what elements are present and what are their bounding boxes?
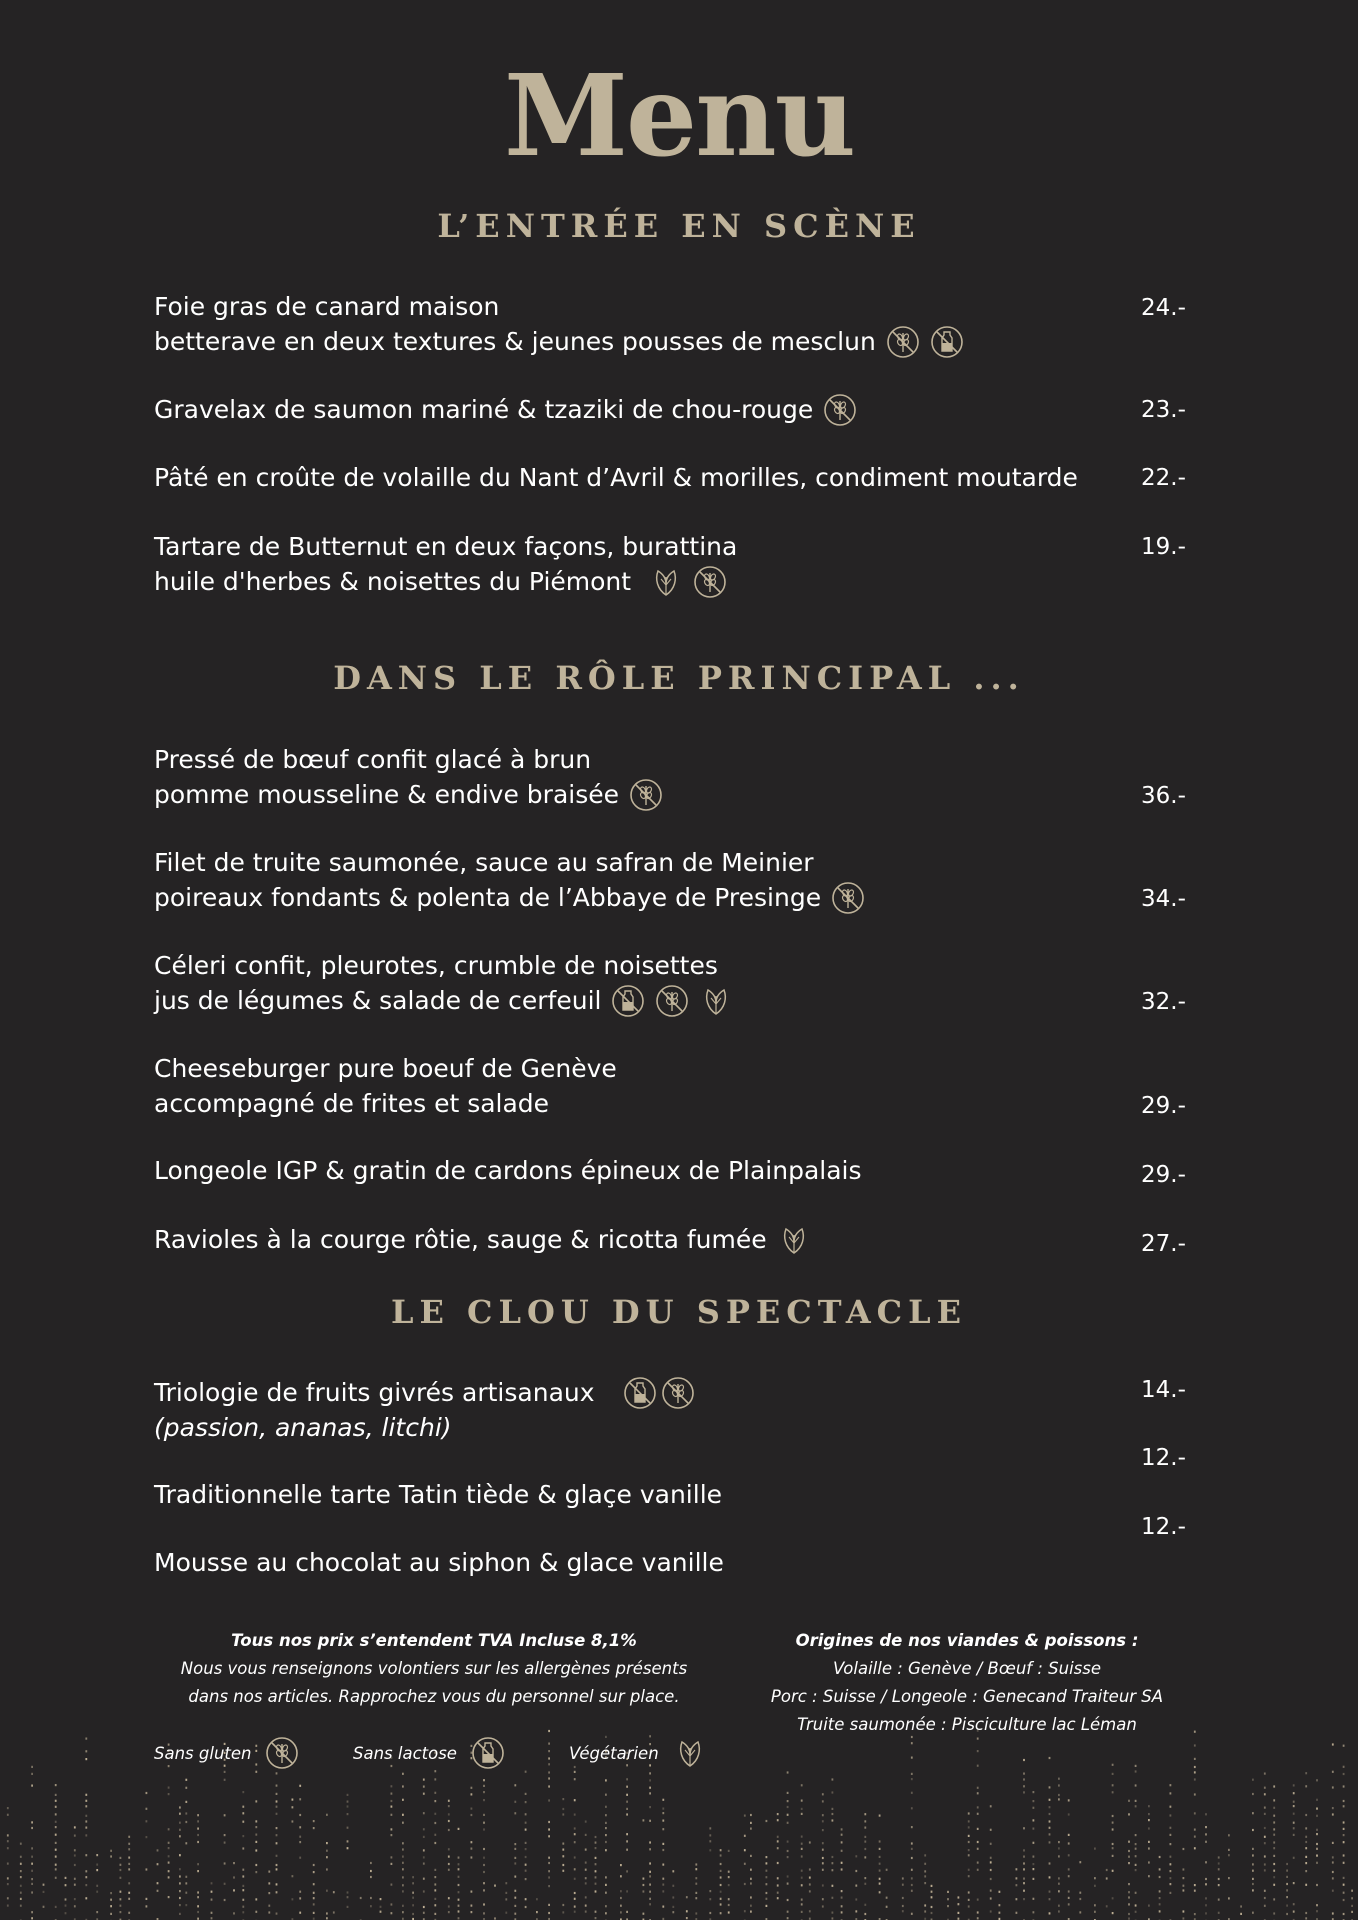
legend-vegetarian bbox=[569, 1733, 707, 1773]
dish-description: betterave en deux textures & jeunes pousses de mesclun bbox=[154, 327, 876, 356]
section-title-dessert: LE CLOU DU SPECTACLE bbox=[391, 1293, 967, 1331]
dish-name: Pressé de bœuf confit glacé à brun bbox=[154, 745, 592, 774]
wheat-crossed-icon bbox=[886, 325, 920, 359]
dish-description: poireaux fondants & polenta de l’Abbaye de Presinge bbox=[154, 883, 822, 912]
dish-name: Gravelax de saumon mariné & tzaziki de chou-rouge bbox=[154, 395, 814, 424]
dish-price: 14.- bbox=[1141, 1377, 1186, 1403]
dish-name: Foie gras de canard maison bbox=[154, 292, 500, 321]
section-title-entree: L’ENTRÉE EN SCÈNE bbox=[437, 207, 921, 245]
section-title-principal: DANS LE RÔLE PRINCIPAL ... bbox=[333, 659, 1025, 697]
wheat-crossed-icon bbox=[823, 393, 857, 427]
menu-item bbox=[154, 742, 1204, 812]
dish-price: 29.- bbox=[1141, 1093, 1186, 1119]
menu-item bbox=[154, 1477, 1204, 1512]
dish-name: Cheeseburger pure boeuf de Genève bbox=[154, 1054, 617, 1083]
vat-note: Tous nos prix s’entendent TVA Incluse 8,1% bbox=[231, 1631, 637, 1650]
menu-item bbox=[154, 1222, 1204, 1257]
dish-name: Triologie de fruits givrés artisanaux bbox=[154, 1378, 595, 1407]
dish-name: Céleri confit, pleurotes, crumble de noisettes bbox=[154, 951, 718, 980]
wheat-crossed-icon bbox=[629, 778, 663, 812]
leaf-icon bbox=[649, 565, 683, 599]
dish-price: 12.- bbox=[1141, 1514, 1186, 1540]
legend-lactose-free bbox=[353, 1733, 505, 1773]
legend-label: Sans lactose bbox=[353, 1743, 457, 1763]
menu-item bbox=[154, 1375, 1204, 1445]
legend-label: Végétarien bbox=[569, 1743, 659, 1763]
menu-item bbox=[154, 392, 1204, 427]
menu-item bbox=[154, 1545, 1204, 1580]
milk-bottle-crossed-icon bbox=[623, 1376, 657, 1410]
legend-label: Sans gluten bbox=[154, 1743, 252, 1763]
wheat-crossed-icon bbox=[655, 984, 689, 1018]
leaf-icon bbox=[777, 1223, 811, 1257]
allergen-note: dans nos articles. Rapprochez vous du personnel sur place. bbox=[188, 1687, 680, 1706]
dish-price: 19.- bbox=[1141, 534, 1186, 560]
dish-price: 29.- bbox=[1141, 1162, 1186, 1188]
menu-item bbox=[154, 1051, 1204, 1121]
menu-item bbox=[154, 1153, 1204, 1188]
footer-info bbox=[154, 1627, 714, 1711]
wheat-crossed-icon bbox=[693, 565, 727, 599]
dish-name: Mousse au chocolat au siphon & glace vanille bbox=[154, 1548, 724, 1577]
dish-description: huile d'herbes & noisettes du Piémont bbox=[154, 567, 632, 596]
dish-description: jus de légumes & salade de cerfeuil bbox=[154, 986, 602, 1015]
dish-description: accompagné de frites et salade bbox=[154, 1089, 550, 1118]
milk-bottle-crossed-icon bbox=[930, 325, 964, 359]
dish-description: pomme mousseline & endive braisée bbox=[154, 780, 619, 809]
legend-gluten-free bbox=[154, 1733, 299, 1773]
page-title: Menu bbox=[503, 51, 855, 182]
menu-item bbox=[154, 948, 1204, 1018]
dish-name: Pâté en croûte de volaille du Nant d’Avril & morilles, condiment moutarde bbox=[154, 463, 1078, 492]
menu-item bbox=[154, 460, 1204, 495]
dish-price: 36.- bbox=[1141, 783, 1186, 809]
menu-item bbox=[154, 289, 1204, 359]
allergen-note: Nous vous renseignons volontiers sur les allergènes présents bbox=[180, 1659, 688, 1678]
dish-price: 22.- bbox=[1141, 465, 1186, 491]
dish-price: 12.- bbox=[1141, 1445, 1186, 1471]
menu-item bbox=[154, 845, 1204, 915]
dish-name: Traditionnelle tarte Tatin tiède & glaçe vanille bbox=[154, 1480, 723, 1509]
wheat-crossed-icon bbox=[265, 1736, 299, 1770]
milk-bottle-crossed-icon bbox=[471, 1736, 505, 1770]
dish-name: Filet de truite saumonée, sauce au safran de Meinier bbox=[154, 848, 814, 877]
dish-name: Tartare de Butternut en deux façons, burattina bbox=[154, 532, 738, 561]
dish-price: 24.- bbox=[1141, 295, 1186, 321]
leaf-icon bbox=[673, 1736, 707, 1770]
origins-line: Porc : Suisse / Longeole : Genecand Traiteur SA bbox=[770, 1687, 1164, 1706]
dish-price: 32.- bbox=[1141, 989, 1186, 1015]
origins-line: Volaille : Genève / Bœuf : Suisse bbox=[832, 1659, 1102, 1678]
origins-line: Truite saumonée : Pisciculture lac Léman bbox=[797, 1715, 1137, 1734]
wheat-crossed-icon bbox=[831, 881, 865, 915]
dish-price: 34.- bbox=[1141, 886, 1186, 912]
dish-name: Ravioles à la courge rôtie, sauge & ricotta fumée bbox=[154, 1225, 767, 1254]
dish-name: Longeole IGP & gratin de cardons épineux de Plainpalais bbox=[154, 1156, 862, 1185]
leaf-icon bbox=[699, 984, 733, 1018]
menu-item bbox=[154, 529, 1204, 599]
origins-title: Origines de nos viandes & poissons : bbox=[795, 1631, 1139, 1650]
dish-description: (passion, ananas, litchi) bbox=[154, 1413, 452, 1442]
milk-bottle-crossed-icon bbox=[611, 984, 645, 1018]
dish-price: 23.- bbox=[1141, 397, 1186, 423]
wheat-crossed-icon bbox=[661, 1376, 695, 1410]
dish-price: 27.- bbox=[1141, 1231, 1186, 1257]
